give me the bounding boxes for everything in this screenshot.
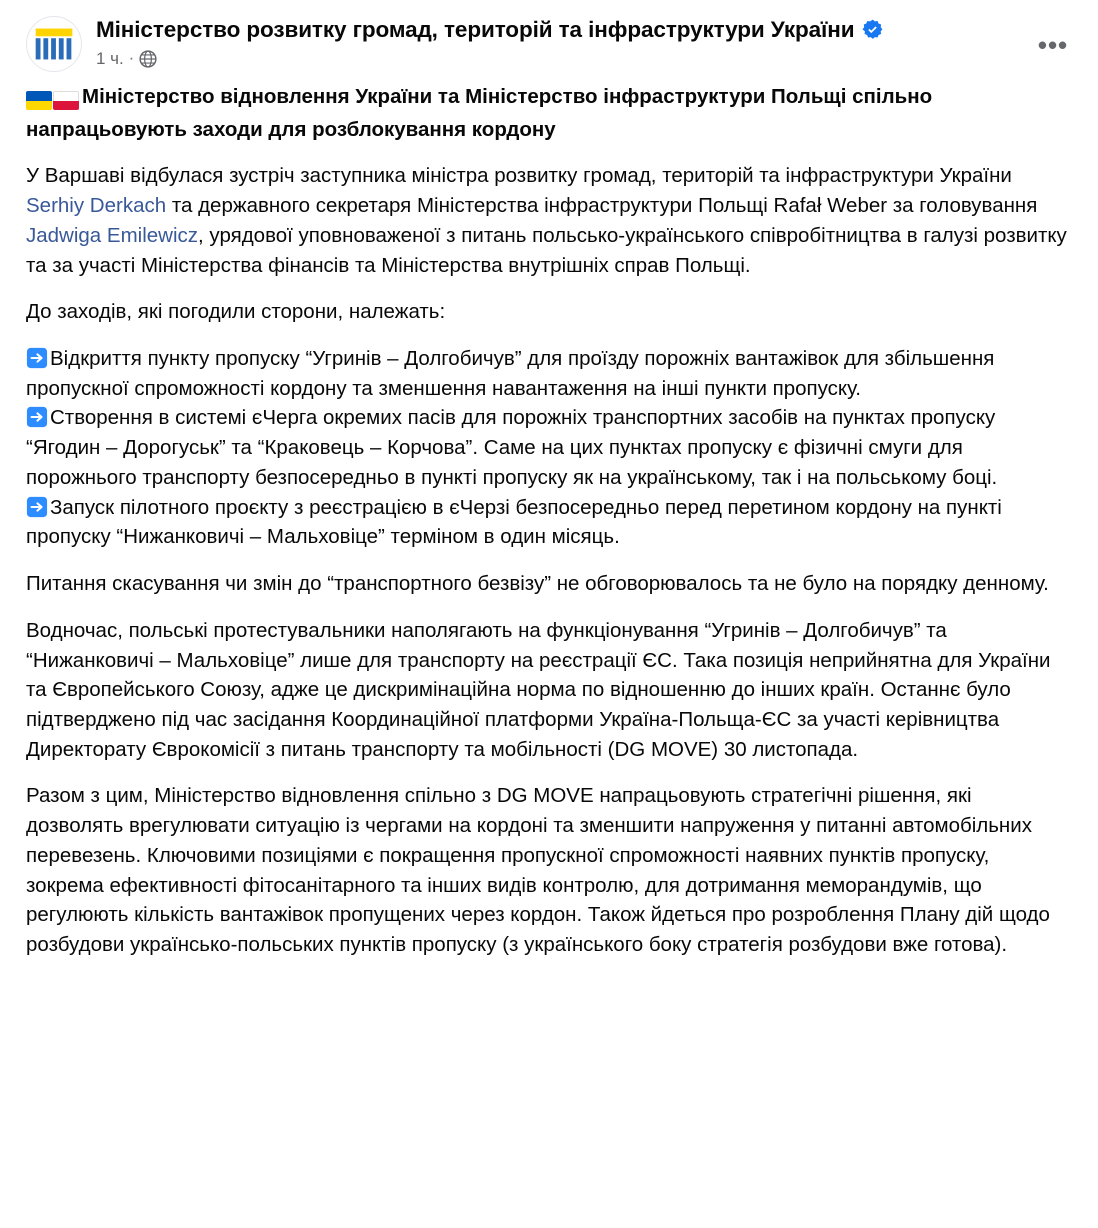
globe-icon[interactable] <box>139 50 157 68</box>
meeting-text-2: та державного секретаря Міністерства інфраструктури Польщі Rafał Weber за головування <box>166 194 1038 218</box>
measure-2-text: Створення в системі єЧерга окремих пасів для порожніх транспортних засобів на пунктах пропуску “Ягодин – Дорогуськ” та “Краковець – Корчова”. Саме на цих пунктах пропуску є фізичні смуги для порожнього транспорту безпосередньо в пункті пропуску як на українському, так і на польському боці. <box>26 406 998 489</box>
avatar[interactable] <box>26 16 82 72</box>
arrow-right-icon <box>26 347 48 369</box>
meta-separator: · <box>128 50 135 67</box>
more-options-button[interactable]: ••• <box>1037 30 1069 60</box>
post-paragraph-strategy: Разом з цим, Міністерство відновлення спільно з DG MOVE напрацьовують стратегічні рішення, які дозволять врегулювати ситуацію із чергами на кордоні та зменшити напруження у питанні автомобільних перевезень. Ключовими позиціями є покращення пропускної спроможності наявних пунктів пропуску, зокрема ефективності фітосанітарного та інших видів контролю, для дотримання меморандумів, що регулюють кількість вантажівок пропущених через кордон. Також йдеться про розроблення Плану дій щодо розбудови українсько-польських пунктів пропуску (з українського боку стратегія розбудови вже готова). <box>26 784 1050 956</box>
post-paragraph-meeting <box>26 161 1072 280</box>
ukraine-flag-icon <box>26 91 52 110</box>
page-name[interactable]: Міністерство розвитку громад, територій та інфраструктури України <box>96 17 855 42</box>
post-paragraph-visa-free: Питання скасування чи змін до “транспортного безвізу” не обговорювалось та не було на порядку денному. <box>26 572 1049 596</box>
mention-serhiy-derkach[interactable]: Serhiy Derkach <box>26 194 167 218</box>
post-measure-item-2 <box>26 403 1072 492</box>
arrow-right-icon <box>26 496 48 518</box>
post-measures-list <box>26 344 1072 552</box>
post-paragraph-protesters: Водночас, польські протестувальники наполягають на функціонування “Угринів – Долгобичув” та “Нижанковичі – Мальховіце” лише для транспорту на реєстрації ЄС. Така позиція неприйнятна для України та Європейського Союзу, адже це дискримінаційна норма по відношенню до інших країн. Останнє було підтверджено під час засідання Координаційної платформи Україна-Польща-ЄС за участі керівництва Директорату Єврокомісії з питань транспорту та мобільності (DG MOVE) 30 листопада. <box>26 618 1051 761</box>
post-timestamp[interactable]: 1 ч. <box>96 49 124 68</box>
mention-jadwiga-emilewicz[interactable]: Jadwiga Emilewicz <box>26 223 199 247</box>
post-paragraph-intro-list: До заходів, які погодили сторони, належать: <box>26 300 446 324</box>
post-body <box>0 78 1098 987</box>
post-header <box>0 0 1098 78</box>
page-name-row <box>96 16 1080 43</box>
post-measure-item-3 <box>26 493 1072 552</box>
post-header-text <box>96 14 1080 69</box>
post-measure-item-1 <box>26 344 1072 403</box>
post-meta-row <box>96 49 1080 69</box>
meeting-text-1: У Варшаві відбулася зустріч заступника міністра розвитку громад, територій та інфраструктури України <box>26 164 1012 188</box>
headline-text: Міністерство відновлення України та Міністерство інфраструктури Польщі спільно напрацьовують заходи для розблокування кордону <box>26 85 933 141</box>
measure-3-text: Запуск пілотного проєкту з реєстрацією в єЧерзі безпосередньо перед перетином кордону на пункті пропуску “Нижанковичі – Мальховіце” терміном в один місяць. <box>26 495 1002 549</box>
meeting-text-3: , урядової уповноваженої з питань польсько-українського співробітництва в галузі розвитку та за участі Міністерства фінансів та Міністерства внутрішніх справ Польщі. <box>26 223 1067 277</box>
verified-badge-icon <box>862 19 883 40</box>
flags-ukraine-poland-icon <box>26 85 79 115</box>
poland-flag-icon <box>53 91 79 110</box>
measure-1-text: Відкриття пункту пропуску “Угринів – Долгобичув” для проїзду порожніх вантажівок для збільшення пропускної спроможності кордону та зменшення навантаження на інші пункти пропуску. <box>26 347 995 400</box>
arrow-right-icon <box>26 406 48 428</box>
post-paragraph-headline <box>26 82 1072 144</box>
